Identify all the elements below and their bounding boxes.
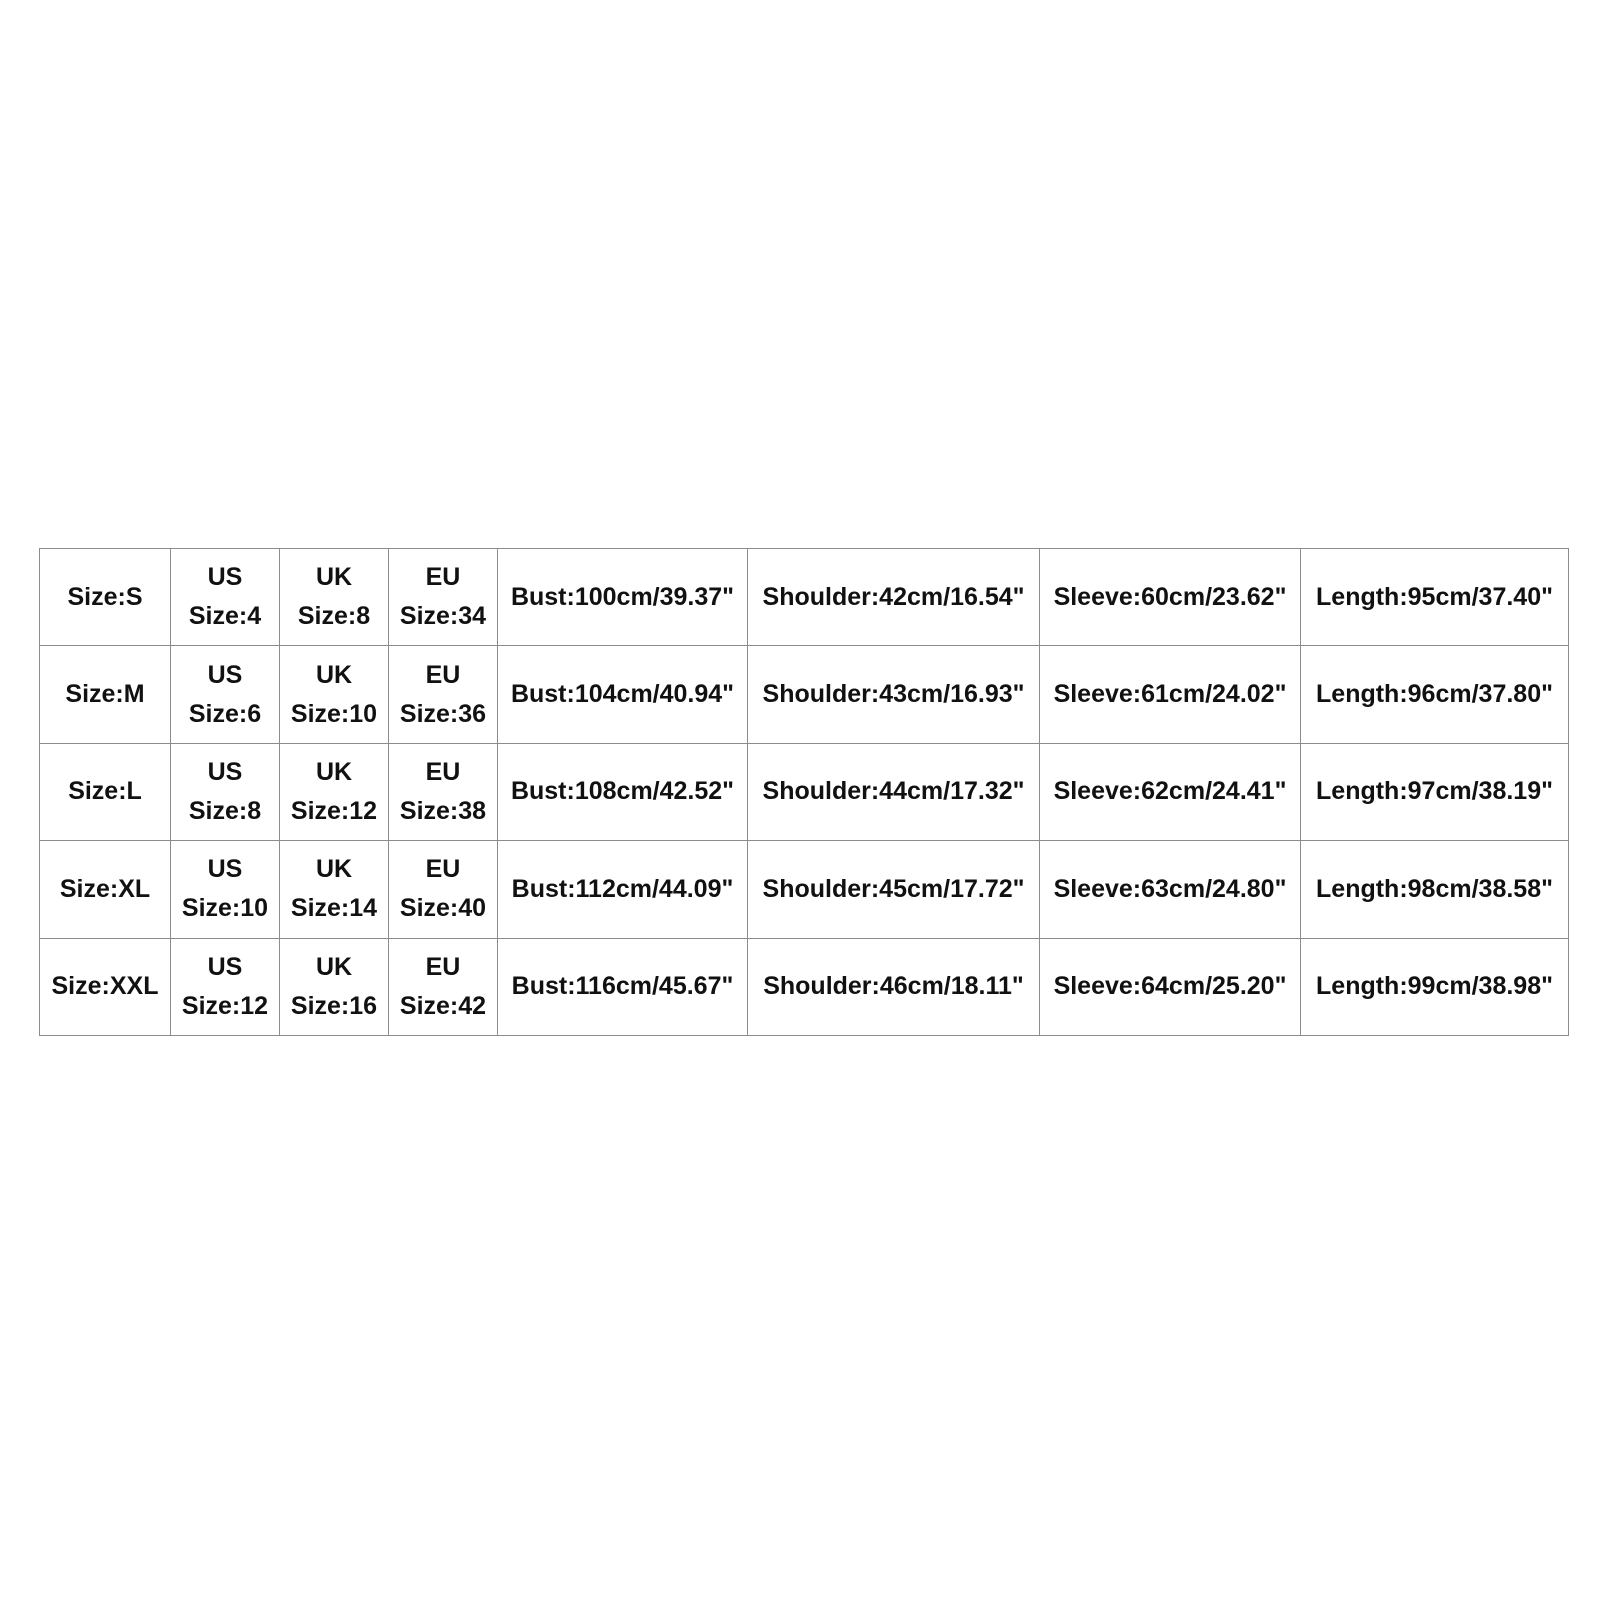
- eu-size-cell: [389, 743, 498, 840]
- size-label-cell: Size:L: [40, 743, 171, 840]
- table-row: [40, 743, 1569, 840]
- uk-label: UK: [315, 855, 353, 884]
- sleeve-cell: Sleeve:63cm/24.80": [1040, 841, 1301, 938]
- us-size-value: Size:4: [188, 602, 262, 631]
- us-label: US: [207, 952, 243, 981]
- us-size-cell: [171, 938, 280, 1035]
- us-label: US: [207, 660, 243, 689]
- size-label-cell: Size:S: [40, 549, 171, 646]
- us-size-value: Size:10: [181, 894, 269, 923]
- uk-size-cell: [280, 646, 389, 743]
- uk-size-cell: [280, 841, 389, 938]
- us-size-value: Size:8: [188, 796, 262, 825]
- uk-size-cell: [280, 938, 389, 1035]
- eu-size-value: Size:38: [399, 796, 487, 825]
- us-size-cell: [171, 743, 280, 840]
- uk-label: UK: [315, 563, 353, 592]
- table-row: [40, 841, 1569, 938]
- eu-label: EU: [425, 563, 461, 592]
- eu-label: EU: [425, 855, 461, 884]
- shoulder-cell: Shoulder:46cm/18.11": [748, 938, 1040, 1035]
- sleeve-cell: Sleeve:60cm/23.62": [1040, 549, 1301, 646]
- table-row: [40, 549, 1569, 646]
- uk-label: UK: [315, 660, 353, 689]
- table-row: [40, 646, 1569, 743]
- table-row: [40, 938, 1569, 1035]
- eu-size-value: Size:34: [399, 602, 487, 631]
- us-size-cell: [171, 549, 280, 646]
- eu-size-cell: [389, 646, 498, 743]
- size-chart-table: [39, 548, 1569, 1036]
- sleeve-cell: Sleeve:62cm/24.41": [1040, 743, 1301, 840]
- eu-label: EU: [425, 660, 461, 689]
- us-size-cell: [171, 646, 280, 743]
- bust-cell: Bust:108cm/42.52": [498, 743, 748, 840]
- uk-size-cell: [280, 549, 389, 646]
- bust-cell: Bust:112cm/44.09": [498, 841, 748, 938]
- eu-label: EU: [425, 757, 461, 786]
- uk-size-value: Size:14: [290, 894, 378, 923]
- length-cell: Length:98cm/38.58": [1301, 841, 1569, 938]
- length-cell: Length:96cm/37.80": [1301, 646, 1569, 743]
- uk-size-value: Size:8: [297, 602, 371, 631]
- eu-size-value: Size:36: [399, 699, 487, 728]
- uk-size-value: Size:10: [290, 699, 378, 728]
- shoulder-cell: Shoulder:43cm/16.93": [748, 646, 1040, 743]
- bust-cell: Bust:116cm/45.67": [498, 938, 748, 1035]
- bust-cell: Bust:104cm/40.94": [498, 646, 748, 743]
- us-label: US: [207, 855, 243, 884]
- uk-label: UK: [315, 952, 353, 981]
- us-size-value: Size:12: [181, 991, 269, 1020]
- us-label: US: [207, 563, 243, 592]
- size-label-cell: Size:XXL: [40, 938, 171, 1035]
- uk-size-value: Size:16: [290, 991, 378, 1020]
- eu-label: EU: [425, 952, 461, 981]
- size-label-cell: Size:XL: [40, 841, 171, 938]
- eu-size-value: Size:42: [399, 991, 487, 1020]
- length-cell: Length:99cm/38.98": [1301, 938, 1569, 1035]
- uk-size-value: Size:12: [290, 796, 378, 825]
- sleeve-cell: Sleeve:61cm/24.02": [1040, 646, 1301, 743]
- eu-size-cell: [389, 841, 498, 938]
- size-chart-body: [40, 549, 1569, 1036]
- eu-size-value: Size:40: [399, 894, 487, 923]
- sleeve-cell: Sleeve:64cm/25.20": [1040, 938, 1301, 1035]
- us-size-value: Size:6: [188, 699, 262, 728]
- size-label-cell: Size:M: [40, 646, 171, 743]
- length-cell: Length:97cm/38.19": [1301, 743, 1569, 840]
- length-cell: Length:95cm/37.40": [1301, 549, 1569, 646]
- shoulder-cell: Shoulder:45cm/17.72": [748, 841, 1040, 938]
- us-size-cell: [171, 841, 280, 938]
- shoulder-cell: Shoulder:44cm/17.32": [748, 743, 1040, 840]
- uk-size-cell: [280, 743, 389, 840]
- us-label: US: [207, 757, 243, 786]
- uk-label: UK: [315, 757, 353, 786]
- bust-cell: Bust:100cm/39.37": [498, 549, 748, 646]
- shoulder-cell: Shoulder:42cm/16.54": [748, 549, 1040, 646]
- eu-size-cell: [389, 549, 498, 646]
- eu-size-cell: [389, 938, 498, 1035]
